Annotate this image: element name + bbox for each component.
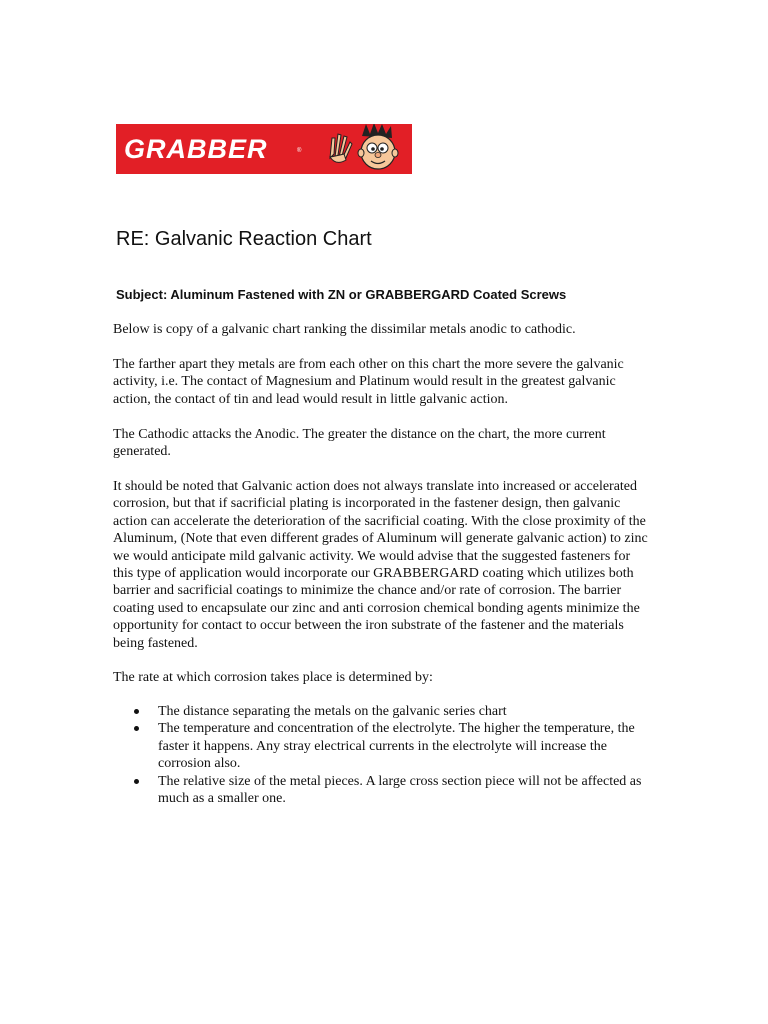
list-item-text: The temperature and concentration of the electrolyte. The higher the temperature, the faster it happens. Any stray electrical currents in the electrolyte will increase the corrosion also. [158, 721, 635, 772]
list-item [113, 703, 658, 720]
paragraph-grabbergard-recommendation: It should be noted that Galvanic action does not always translate into increased or accelerated corrosion, but that if sacrificial plating is incorporated in the fastener design, then galvanic action can accelerate the deterioration of the sacrificial coating. With the close proximity of the Aluminum, (Note that even different grades of Aluminum will generate galvanic action) to zinc we would anticipate mild galvanic activity. We would advise that the suggested fasteners for this type of application would incorporate our GRABBERGARD coating which utilizes both barrier and sacrificial coatings to minimize the chance and/or rate of corrosion. The barrier coating used to encapsulate our zinc and anti corrosion chemical bonding agents minimize the opportunity for contact to occur between the iron substrate of the fastener and the materials being fastened. [113, 479, 648, 651]
paragraph-galvanic-distance: The farther apart they metals are from each other on this chart the more severe the galvanic activity, i.e. The contact of Magnesium and Platinum would result in the greatest galvanic action, the contact of tin and lead would result in little galvanic action. [113, 357, 624, 407]
list-item-text: The distance separating the metals on the galvanic series chart [158, 704, 507, 719]
list-item [113, 773, 658, 808]
corrosion-factors-list [113, 703, 658, 807]
logo-trademark: ® [297, 148, 302, 154]
grabber-logo [116, 124, 412, 174]
grabber-mascot-waving-icon [324, 124, 412, 174]
paragraph-intro: Below is copy of a galvanic chart ranking the dissimilar metals anodic to cathodic. [113, 322, 576, 337]
page-title: RE: Galvanic Reaction Chart [116, 228, 372, 250]
bullet-icon [134, 726, 139, 731]
list-item-text: The relative size of the metal pieces. A large cross section piece will not be affected as much as a smaller one. [158, 773, 642, 807]
paragraph-corrosion-rate: The rate at which corrosion takes place is determined by: [113, 670, 433, 685]
bullet-icon [134, 779, 139, 784]
logo-wordmark: GRABBER [124, 134, 268, 164]
paragraph-cathodic-anodic: The Cathodic attacks the Anodic. The greater the distance on the chart, the more current generated. [113, 427, 606, 460]
subject-line: Subject: Aluminum Fastened with ZN or GRABBERGARD Coated Screws [116, 287, 567, 302]
bullet-icon [134, 709, 139, 714]
list-item [113, 720, 658, 772]
